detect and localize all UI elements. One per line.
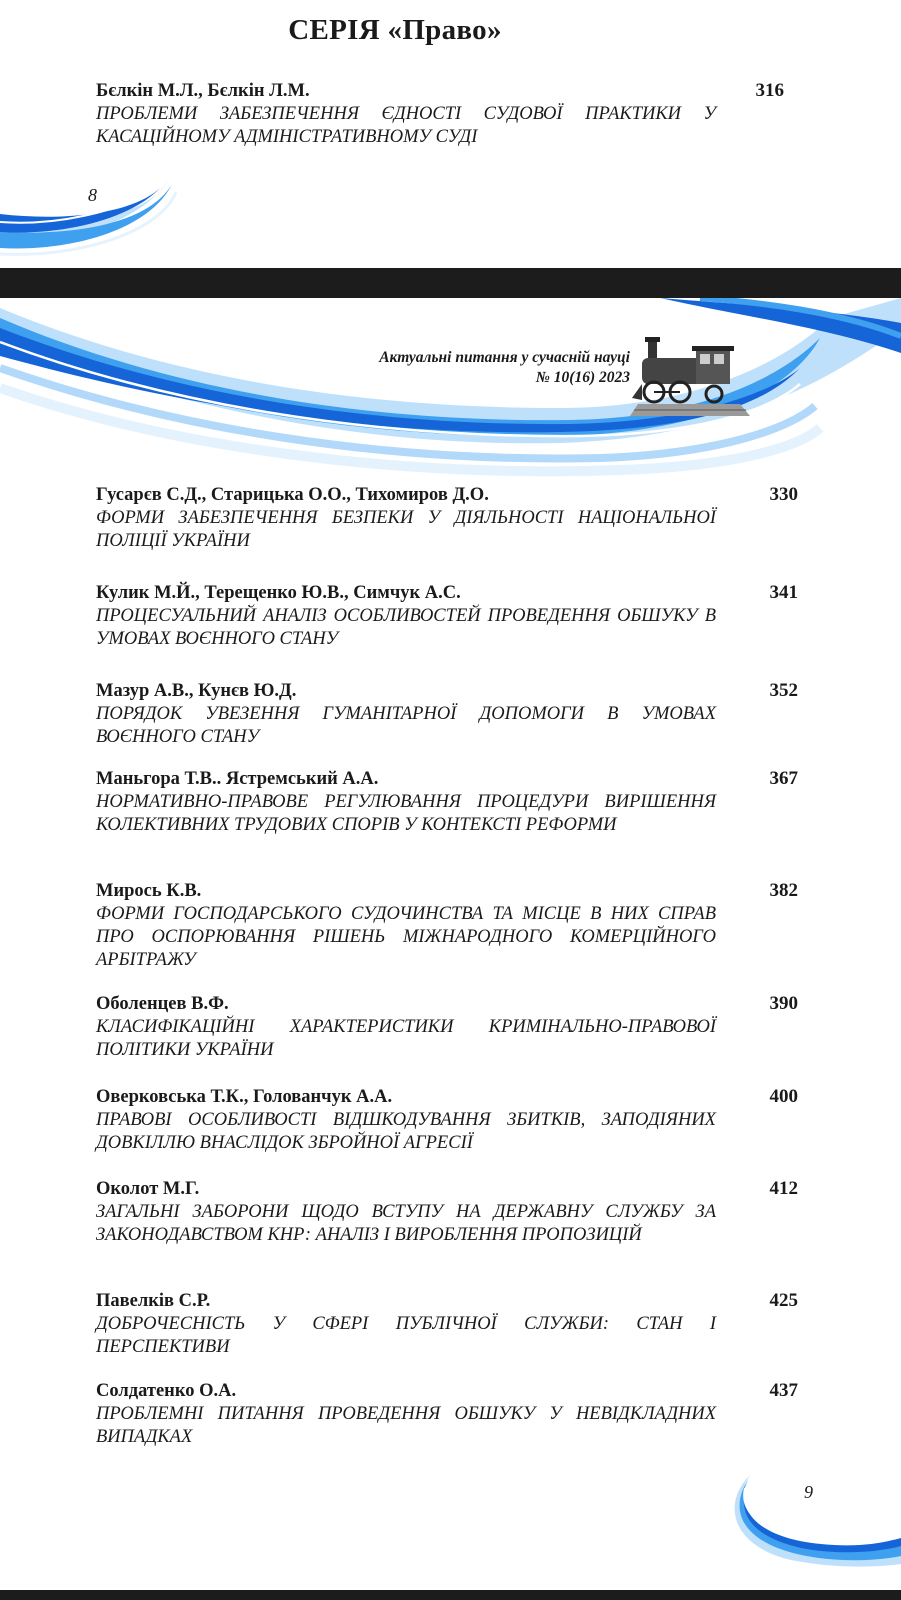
entry-authors: Мазур А.В., Кунєв Ю.Д. [96, 681, 297, 701]
toc-entry [96, 582, 716, 651]
entry-authors: Кулик М.Й., Терещенко Ю.В., Симчук А.С. [96, 583, 461, 603]
entry-authors: Оверковська Т.К., Голованчук А.А. [96, 1087, 393, 1107]
entry-title: НОРМАТИВНО-ПРАВОВЕ РЕГУЛЮВАННЯ ПРОЦЕДУРИ ВИРІШЕННЯ КОЛЕКТИВНИХ ТРУДОВИХ СПОРІВ У КОНТЕКСТІ РЕФОРМИ [96, 792, 716, 835]
entry-title: ПРОБЛЕМИ ЗАБЕЗПЕЧЕННЯ ЄДНОСТІ СУДОВОЇ ПРАКТИКИ У КАСАЦІЙНОМУ АДМІНІСТРАТИВНОМУ СУДІ [96, 104, 716, 147]
journal-issue: № 10(16) 2023 [535, 369, 630, 386]
page-separator [0, 1590, 901, 1600]
series-title: СЕРІЯ «Право» [288, 14, 502, 46]
toc-entry [96, 993, 716, 1062]
entry-page-number: 382 [769, 880, 798, 901]
toc-entry [96, 1380, 716, 1449]
entry-title: ПРОЦЕСУАЛЬНИЙ АНАЛІЗ ОСОБЛИВОСТЕЙ ПРОВЕДЕННЯ ОБШУКУ В УМОВАХ ВОЄННОГО СТАНУ [96, 606, 716, 649]
entry-title: ДОБРОЧЕСНІСТЬ У СФЕРІ ПУБЛІЧНОЇ СЛУЖБИ: СТАН І ПЕРСПЕКТИВИ [96, 1314, 716, 1357]
entry-page-number: 437 [769, 1380, 798, 1401]
toc-entry [96, 768, 716, 837]
entry-title: ФОРМИ ГОСПОДАРСЬКОГО СУДОЧИНСТВА ТА МІСЦЕ В НИХ СПРАВ ПРО ОСПОРЮВАННЯ РІШЕНЬ МІЖНАРОДНОГО КОМЕРЦІЙНОГО АРБІТРАЖУ [96, 904, 716, 970]
entry-page-number: 341 [769, 582, 798, 603]
toc-entry [96, 80, 716, 149]
toc-entry [96, 680, 716, 749]
entry-page-number: 412 [769, 1178, 798, 1199]
toc-entry [96, 880, 716, 972]
entry-authors: Павелків С.Р. [96, 1291, 211, 1311]
entry-title: ПОРЯДОК УВЕЗЕННЯ ГУМАНІТАРНОЇ ДОПОМОГИ В УМОВАХ ВОЄННОГО СТАНУ [96, 704, 716, 747]
entry-title: КЛАСИФІКАЦІЙНІ ХАРАКТЕРИСТИКИ КРИМІНАЛЬНО-ПРАВОВОЇ ПОЛІТИКИ УКРАЇНИ [96, 1017, 716, 1060]
journal-header [300, 348, 630, 388]
entry-page-number: 367 [769, 768, 798, 789]
entry-authors: Оболенцев В.Ф. [96, 994, 229, 1014]
entry-authors: Мирось К.В. [96, 881, 202, 901]
entry-page-number: 400 [769, 1086, 798, 1107]
page-folio: 9 [804, 1482, 813, 1502]
entry-authors: Околот М.Г. [96, 1179, 200, 1199]
entry-title: ПРОБЛЕМНІ ПИТАННЯ ПРОВЕДЕННЯ ОБШУКУ У НЕВІДКЛАДНИХ ВИПАДКАХ [96, 1404, 716, 1447]
toc-entry [96, 1178, 716, 1247]
page-separator [0, 268, 901, 298]
entry-authors: Маньгора Т.В.. Ястремський А.А. [96, 769, 379, 789]
entry-authors: Бєлкін М.Л., Бєлкін Л.М. [96, 81, 310, 101]
locomotive-icon [630, 334, 750, 419]
wave-decoration-bottom-left [0, 170, 200, 260]
entry-authors: Гусарєв С.Д., Старицька О.О., Тихомиров Д.О. [96, 485, 489, 505]
entry-page-number: 352 [769, 680, 798, 701]
entry-page-number: 316 [755, 80, 784, 101]
toc-entry [96, 1086, 716, 1155]
page-folio: 8 [88, 185, 97, 205]
journal-title: Актуальні питання у сучасній науці [379, 349, 630, 366]
entry-page-number: 390 [769, 993, 798, 1014]
entry-title: ПРАВОВІ ОСОБЛИВОСТІ ВІДШКОДУВАННЯ ЗБИТКІВ, ЗАПОДІЯНИХ ДОВКІЛЛЮ ВНАСЛІДОК ЗБРОЙНОЇ АГРЕСІЇ [96, 1110, 716, 1153]
entry-page-number: 425 [769, 1290, 798, 1311]
wave-decoration-header [0, 298, 901, 478]
page-9 [0, 298, 901, 1590]
page-8 [0, 0, 901, 268]
toc-entry [96, 484, 716, 553]
entry-page-number: 330 [769, 484, 798, 505]
entry-title: ФОРМИ ЗАБЕЗПЕЧЕННЯ БЕЗПЕКИ У ДІЯЛЬНОСТІ НАЦІОНАЛЬНОЇ ПОЛІЦІЇ УКРАЇНИ [96, 508, 716, 551]
toc-entry [96, 1290, 716, 1359]
entry-authors: Солдатенко О.А. [96, 1381, 237, 1401]
entry-title: ЗАГАЛЬНІ ЗАБОРОНИ ЩОДО ВСТУПУ НА ДЕРЖАВНУ СЛУЖБУ ЗА ЗАКОНОДАВСТВОМ КНР: АНАЛІЗ І ВИРОБЛЕННЯ ПРОПОЗИЦІЙ [96, 1202, 716, 1245]
